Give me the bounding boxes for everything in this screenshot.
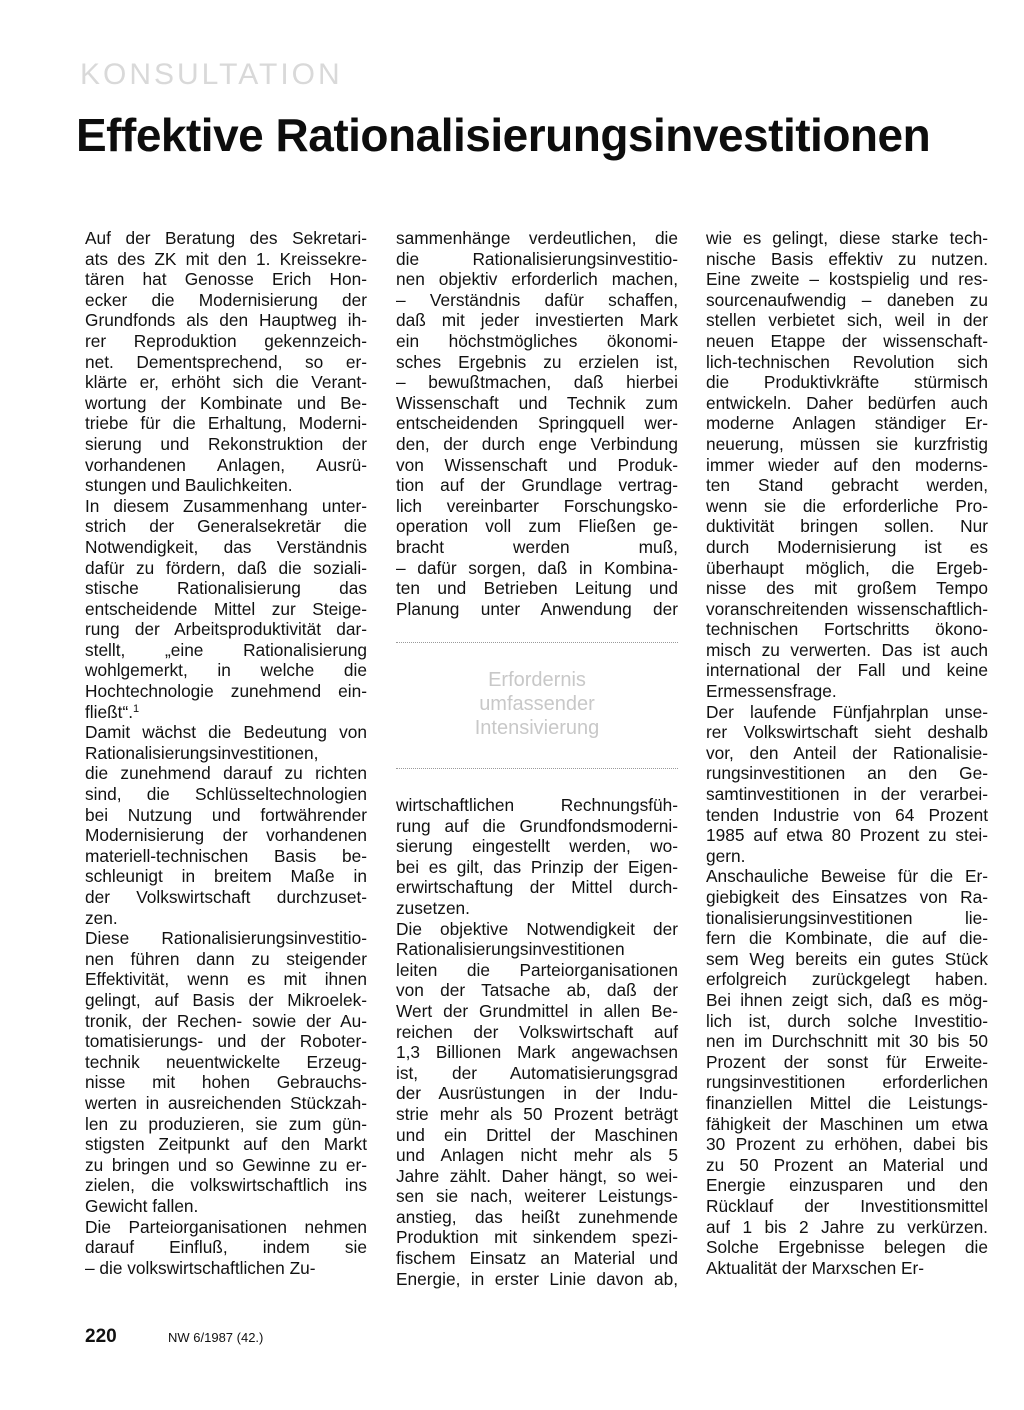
text-line: voranschreitenden wissenschaftlich- (706, 598, 988, 619)
issue-label: NW 6/1987 (42.) (168, 1330, 264, 1345)
text-line: international der Fall und keine (706, 660, 988, 681)
text-line: In diesem Zusammenhang unter- (85, 495, 367, 516)
text-line: 1,3 Billionen Mark angewachsen (396, 1042, 678, 1063)
text-line: Produktion mit sinkendem spezi- (396, 1227, 678, 1248)
text-line: wie es gelingt, diese starke tech- (706, 228, 988, 248)
text-line: bei es gilt, das Prinzip der Eigen- (396, 856, 678, 877)
text-line: rer Volkswirtschaft sieht deshalb (706, 722, 988, 743)
subhead-rule-bottom (396, 768, 678, 769)
kicker: KONSULTATION (80, 58, 343, 91)
text-line: leiten die Parteiorganisationen (396, 959, 678, 980)
text-line: ten und Betrieben Leitung und (396, 578, 678, 599)
text-line: Hochtechnologie zunehmend ein- (85, 681, 367, 702)
text-line: Notwendigkeit, das Verständnis (85, 536, 367, 557)
text-line: net. Dementsprechend, so er- (85, 351, 367, 372)
text-line: lich-technischen Revolution sich (706, 351, 988, 372)
text-line: stungen und Baulichkeiten. (85, 475, 293, 496)
text-line: Anschauliche Beweise für die Er- (706, 866, 988, 887)
text-line: den, der durch enge Verbindung (396, 433, 678, 454)
text-line: Grundfonds als den Hauptweg ih- (85, 310, 367, 331)
text-line: Prozent der sonst für Erweite- (706, 1051, 988, 1072)
subhead (396, 668, 678, 740)
text-line: gern. (706, 845, 746, 866)
text-line: nen objektiv erforderlich machen, (396, 269, 678, 290)
text-line: Rationalisierungsinvestitionen, (85, 742, 319, 763)
text-line: sen sie nach, weiterer Leistungs- (396, 1186, 678, 1207)
text-line: zen. (85, 907, 118, 928)
text-line: Rücklauf der Investitionsmittel (706, 1195, 988, 1216)
text-line: ten Stand gebracht werden, (706, 475, 988, 496)
text-line: stische Rationalisierung das (85, 578, 367, 599)
text-line: Auf der Beratung des Sekretari- (85, 228, 367, 248)
text-line: 30 Prozent zu erhöhen, dabei bis (706, 1134, 988, 1155)
text-line: entwickeln. Daher bedürfen auch (706, 392, 988, 413)
text-line: Rationalisierungsinvestitionen (396, 939, 625, 960)
text-line: Gewicht fallen. (85, 1195, 199, 1216)
text-column-2-top (396, 228, 678, 619)
text-line: nisse des mit großem Tempo (706, 578, 988, 599)
footnote-mark: 1 (133, 702, 140, 715)
text-line: Damit wächst die Bedeutung von (85, 722, 367, 743)
text-line: dafür zu fördern, daß die soziali- (85, 557, 367, 578)
text-column-3 (706, 228, 988, 1278)
text-line: auf 1 bis 2 Jahre zu verkürzen. (706, 1216, 988, 1237)
text-line: und ein Drittel der Maschinen (396, 1124, 678, 1145)
text-line: strie mehr als 50 Prozent beträgt (396, 1103, 678, 1124)
headline: Effektive Rationalisierungsinvestitionen (76, 109, 931, 161)
text-line: Energie einzusparen und den (706, 1175, 988, 1196)
text-line: lich vereinbarter Forschungsko- (396, 495, 678, 516)
text-line: stigsten Zeitpunkt auf den Markt (85, 1134, 367, 1155)
text-line: die Rationalisierungsinvestitio- (396, 248, 678, 269)
text-line: tion auf der Grundlage vertrag- (396, 475, 678, 496)
text-line: reichen der Volkswirtschaft auf (396, 1021, 678, 1042)
text-line: giebigkeit des Einsatzes von Ra- (706, 887, 988, 907)
text-line: sierung und Rekonstruktion der (85, 433, 367, 454)
text-line: lich ist, durch solche Investitio- (706, 1010, 988, 1031)
text-line: Bei ihnen zeigt sich, daß es mög- (706, 989, 988, 1010)
text-line: tomatisierungs- und der Roboter- (85, 1031, 367, 1052)
text-line: von der Tatsache ab, daß der (396, 980, 678, 1001)
text-line: Der laufende Fünfjahrplan unse- (706, 701, 988, 722)
text-line: misch zu verwerten. Das ist auch (706, 639, 988, 660)
text-line: – dafür sorgen, daß in Kombina- (396, 557, 678, 578)
text-line: stellt, „eine Rationalisierung (85, 639, 367, 660)
text-line: klärte er, erhöht sich die Verant- (85, 372, 367, 393)
text-line: fließt“.$^1$ (85, 701, 140, 722)
subhead-line: umfassender (479, 693, 595, 715)
text-line: fischem Einsatz an Material und (396, 1248, 678, 1269)
text-line: sem Weg bereits ein gutes Stück (706, 948, 988, 969)
text-line: erwirtschaftung der Mittel durch- (396, 877, 678, 898)
text-line: zielen, die volkswirtschaftlich ins (85, 1175, 367, 1196)
text-line: wortung der Kombinate und Be- (85, 392, 367, 413)
text-line: fern die Kombinate, die auf die- (706, 928, 988, 949)
text-line: Wissenschaft und Technik zum (396, 392, 678, 413)
text-line: werten in ausreichenden Stückzah- (85, 1092, 367, 1113)
text-line: zu bringen und so Gewinne zu er- (85, 1154, 367, 1175)
text-line: 1985 auf etwa 80 Prozent zu stei- (706, 825, 988, 846)
text-line: triebe für die Erhaltung, Moderni- (85, 413, 367, 434)
text-line: Energie, in erster Linie davon ab, (396, 1268, 678, 1289)
text-line: moderne Anlagen ständiger Er- (706, 413, 988, 434)
text-line: sourcenaufwendig – daneben zu (706, 289, 988, 310)
text-line: sches Ergebnis zu erzielen ist, (396, 351, 678, 372)
text-line: vor, den Anteil der Rationalisie- (706, 742, 988, 763)
text-line: tionalisierungsinvestitionen lie- (706, 907, 988, 928)
text-line: der Volkswirtschaft durchzuset- (85, 887, 367, 907)
text-line: – bewußtmachen, daß hierbei (396, 372, 678, 393)
text-line: Jahre zählt. Daher hängt, so wei- (396, 1165, 678, 1186)
text-line: rung auf die Grundfondsmoderni- (396, 815, 678, 836)
text-line: ist, der Automatisierungsgrad (396, 1062, 678, 1083)
text-line: nen im Durchschnitt mit 30 bis 50 (706, 1031, 988, 1052)
text-line: – Verständnis dafür schaffen, (396, 289, 678, 310)
text-line: entscheidende Mittel zur Steige- (85, 598, 367, 619)
text-line: neuen Etappe der wissenschaft- (706, 330, 988, 351)
text-column-2-bottom (396, 795, 678, 1289)
subhead-line: Erfordernis (488, 669, 586, 691)
text-line: Aktualität der Marxschen Er- (706, 1257, 925, 1278)
text-line: und Anlagen nicht mehr als 5 (396, 1145, 678, 1166)
text-line: Diese Rationalisierungsinvestitio- (85, 928, 367, 949)
text-line: Die Parteiorganisationen nehmen (85, 1216, 367, 1237)
subhead-box (396, 634, 678, 774)
text-line: zusetzen. (396, 897, 470, 918)
text-column-1 (85, 228, 367, 1278)
text-line: die zunehmend darauf zu richten (85, 763, 367, 784)
text-line: operation voll zum Fließen ge- (396, 516, 678, 537)
text-line: Wert der Grundmittel in allen Be- (396, 1000, 678, 1021)
text-line: samtinvestitionen in der verarbei- (706, 784, 988, 805)
text-line: rungsinvestitionen erforderlichen (706, 1072, 988, 1093)
text-line: immer wieder auf den moderns- (706, 454, 988, 475)
text-line: len zu produzieren, sie zum gün- (85, 1113, 367, 1134)
page-number: 220 (85, 1326, 117, 1347)
text-line: sind, die Schlüsseltechnologien (85, 784, 367, 805)
text-line: wirtschaftlichen Rechnungsfüh- (396, 795, 678, 815)
text-line: rungsinvestitionen an den Ge- (706, 763, 988, 784)
text-line: rer Reproduktion gekennzeich- (85, 330, 367, 351)
text-line: überhaupt möglich, die Ergeb- (706, 557, 988, 578)
text-line: Die objektive Notwendigkeit der (396, 918, 678, 939)
text-line: nische Basis effektiv zu nutzen. (706, 248, 988, 269)
text-line: Ermessensfrage. (706, 681, 837, 702)
text-line: stellen verbietet sich, weil in der (706, 310, 988, 331)
text-line: vorhandenen Anlagen, Ausrü- (85, 454, 367, 475)
text-line: der Ausrüstungen in der Indu- (396, 1083, 678, 1104)
text-line: ecker die Modernisierung der (85, 289, 367, 310)
text-line: bei Nutzung und fortwährender (85, 804, 367, 825)
text-line: – die volkswirtschaftlichen Zu- (85, 1257, 316, 1278)
text-line: rung der Arbeitsproduktivität dar- (85, 619, 367, 640)
text-line: Eine zweite – kostspielig und res- (706, 269, 988, 290)
text-line: Planung unter Anwendung der (396, 598, 678, 619)
text-line: die Produktivkräfte stürmisch (706, 372, 988, 393)
text-line: nisse mit hohen Gebrauchs- (85, 1072, 367, 1093)
text-line: zu 50 Prozent an Material und (706, 1154, 988, 1175)
text-line: Modernisierung der vorhandenen (85, 825, 367, 846)
text-line: tären hat Genosse Erich Hon- (85, 269, 367, 290)
text-line: gelingt, auf Basis der Mikroelek- (85, 989, 367, 1010)
text-line: wohlgemerkt, in welche die (85, 660, 367, 681)
text-line: tronik, der Rechen- sowie der Au- (85, 1010, 367, 1031)
text-line: technischen Fortschritts ökono- (706, 619, 988, 640)
text-line: entscheidenden Springquell wer- (396, 413, 678, 434)
text-line: von Wissenschaft und Produk- (396, 454, 678, 475)
text-line: fähigkeit der Maschinen um etwa (706, 1113, 988, 1134)
text-line: sammenhänge verdeutlichen, die (396, 228, 678, 248)
subhead-line: Intensivierung (474, 717, 600, 739)
text-line: finanziellen Mittel die Leistungs- (706, 1092, 988, 1113)
text-line: sierung eingestellt werden, wo- (396, 836, 678, 857)
text-line: ein höchstmögliches ökonomi- (396, 330, 678, 351)
text-line: duktivität bringen sollen. Nur (706, 516, 988, 537)
text-line: anstieg, das heißt zunehmende (396, 1206, 678, 1227)
text-line: wenn sie die erforderliche Pro- (706, 495, 988, 516)
text-line: ats des ZK mit den 1. Kreissekre- (85, 248, 367, 269)
text-line: erfolgreich zurückgelegt haben. (706, 969, 988, 990)
text-line: strich der Generalsekretär die (85, 516, 367, 537)
text-line: Effektivität, wenn es mit ihnen (85, 969, 367, 990)
text-line: Solche Ergebnisse belegen die (706, 1237, 988, 1258)
text-line: materiell-technischen Basis be- (85, 845, 367, 866)
text-line: darauf Einfluß, indem sie (85, 1237, 367, 1258)
text-line: daß mit jeder investierten Mark (396, 310, 678, 331)
text-line: schleunigt in breitem Maße in (85, 866, 367, 887)
text-line: bracht werden muß, (396, 536, 678, 557)
subhead-rule-top (396, 642, 678, 643)
text-line: tenden Industrie von 64 Prozent (706, 804, 988, 825)
text-line: technik neuentwickelte Erzeug- (85, 1051, 367, 1072)
text-line: nen führen dann zu steigender (85, 948, 367, 969)
text-line: neuerung, müssen sie kurzfristig (706, 433, 988, 454)
text-line: durch Modernisierung ist es (706, 536, 988, 557)
